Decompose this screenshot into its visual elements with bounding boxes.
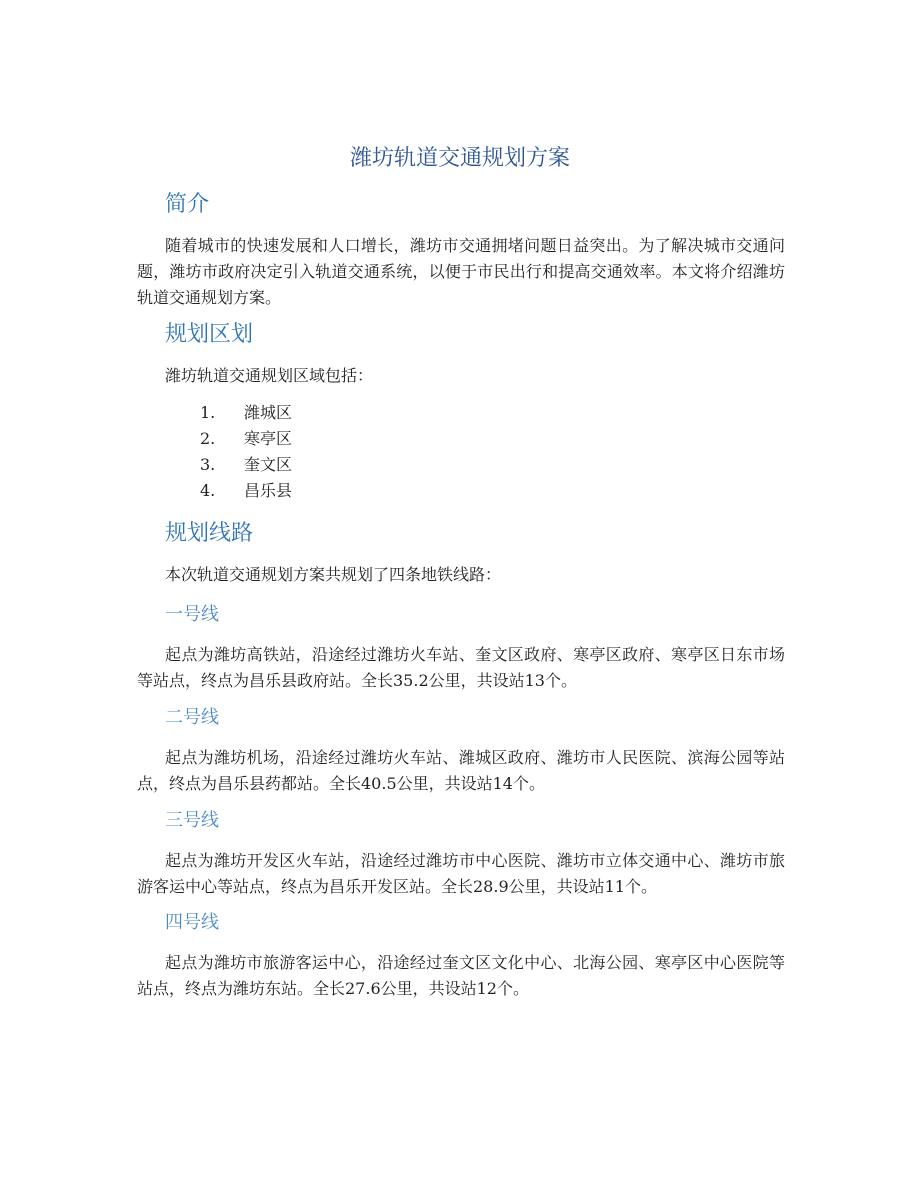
list-item [200,426,292,452]
list-item-number: 2. [200,429,216,448]
list-item [200,452,292,478]
list-item-label: 寒亭区 [244,429,293,448]
route-paragraph-line-3: 起点为潍坊开发区火车站，沿途经过潍坊市中心医院、潍坊市立体交通中心、潍坊市旅游客运中心等站点，终点为昌乐开发区站。全长28.9公里，共设站11个。 [137,851,785,896]
list-item-label: 潍城区 [244,403,293,422]
route-heading-line-4: 四号线 [165,912,219,933]
zones-list [200,400,292,504]
section-heading-intro: 简介 [165,192,210,217]
route-heading-line-3: 三号线 [165,810,219,831]
zones-paragraph: 潍坊轨道交通规划区域包括： [165,366,374,385]
intro-paragraph: 随着城市的快速发展和人口增长，潍坊市交通拥堵问题日益突出。为了解决城市交通问题，潍坊市政府决定引入轨道交通系统，以便于市民出行和提高交通效率。本文将介绍潍坊轨道交通规划方案。 [137,236,785,307]
route-paragraph-line-4: 起点为潍坊市旅游客运中心，沿途经过奎文区文化中心、北海公园、寒亭区中心医院等站点，终点为潍坊东站。全长27.6公里，共设站12个。 [137,953,785,998]
list-item [200,478,292,504]
list-item-label: 昌乐县 [244,481,293,500]
list-item-number: 4. [200,481,216,500]
list-item-number: 1. [200,403,216,422]
list-item-label: 奎文区 [244,455,293,474]
section-heading-routes: 规划线路 [165,521,254,546]
route-paragraph-line-2: 起点为潍坊机场，沿途经过潍坊火车站、潍城区政府、潍坊市人民医院、滨海公园等站点，终点为昌乐县药都站。全长40.5公里，共设站14个。 [137,748,785,793]
routes-paragraph: 本次轨道交通规划方案共规划了四条地铁线路： [165,565,502,584]
list-item-number: 3. [200,455,216,474]
route-heading-line-2: 二号线 [165,707,219,728]
route-paragraph-line-1: 起点为潍坊高铁站，沿途经过潍坊火车站、奎文区政府、寒亭区政府、寒亭区日东市场等站点，终点为昌乐县政府站。全长35.2公里，共设站13个。 [137,645,785,690]
list-item [200,400,292,426]
route-heading-line-1: 一号线 [165,604,219,625]
section-heading-zones: 规划区划 [165,322,254,347]
document-title: 潍坊轨道交通规划方案 [349,146,570,171]
